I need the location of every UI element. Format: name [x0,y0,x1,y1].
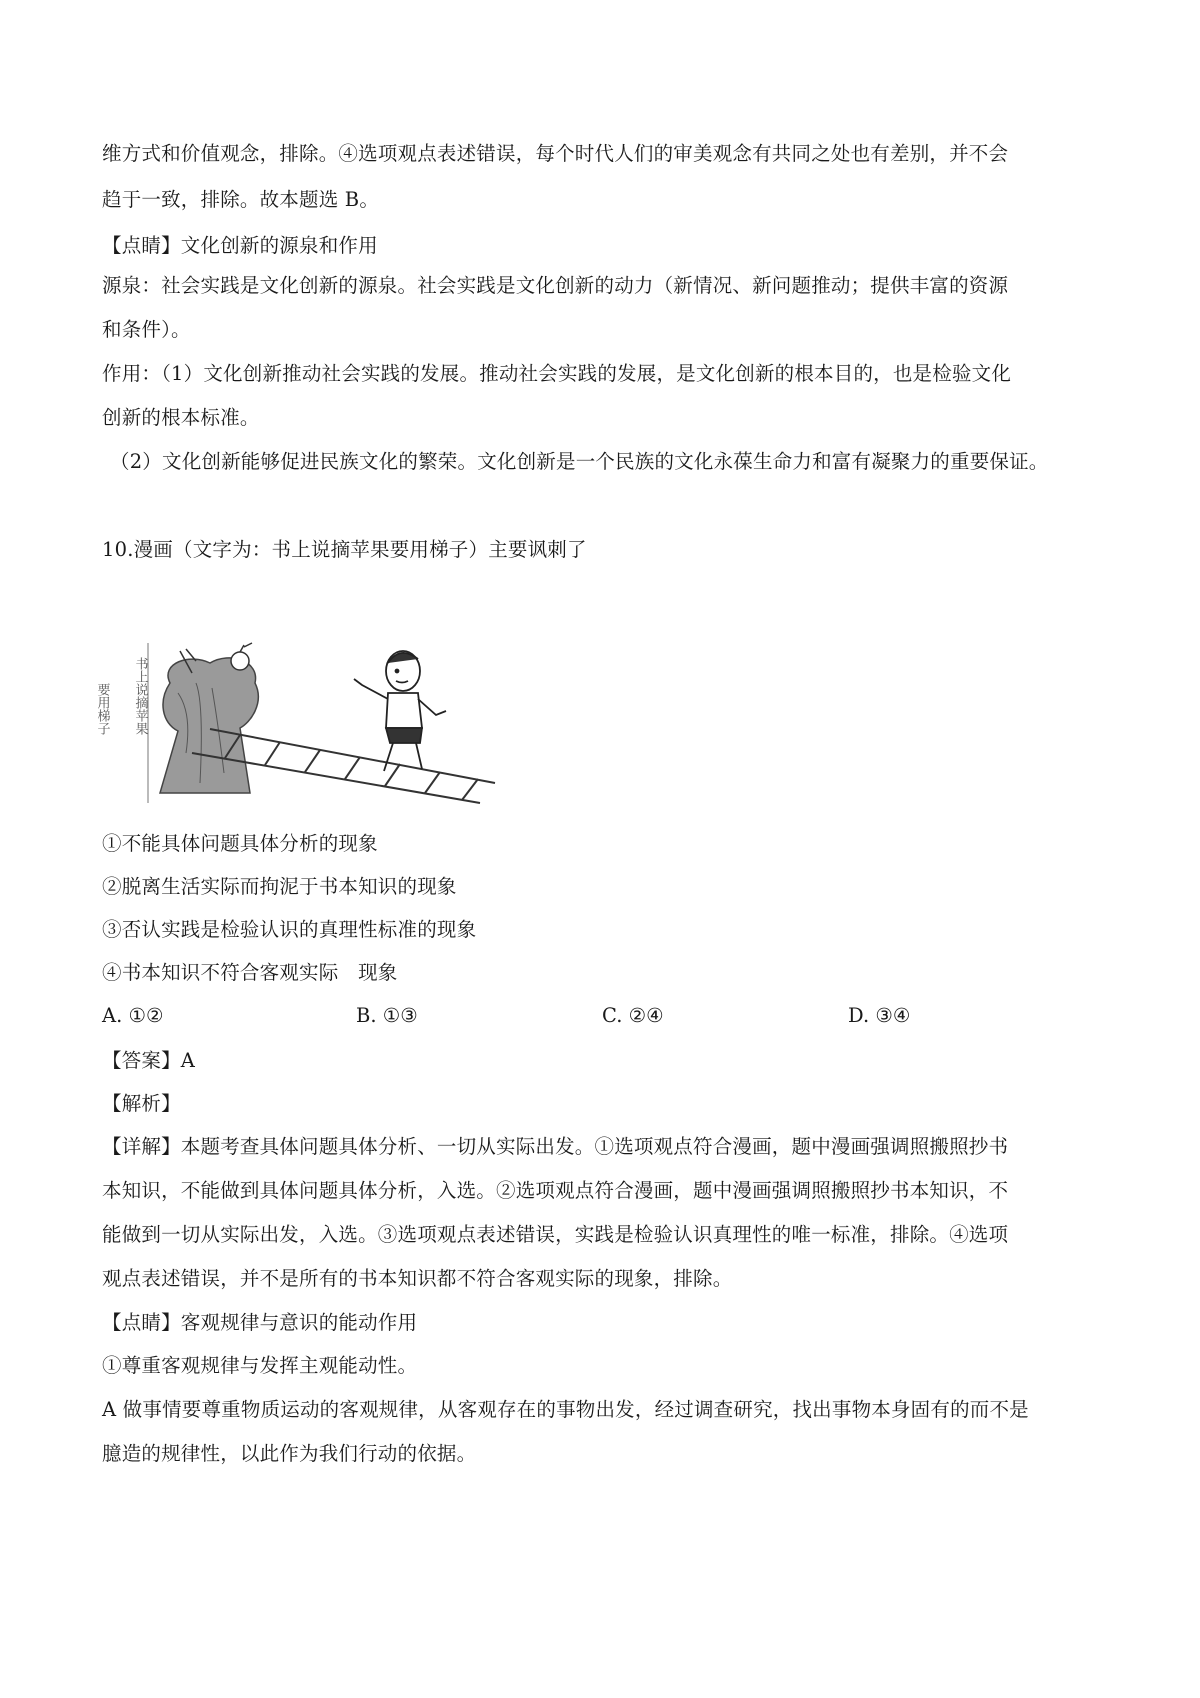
answer-line: 【答案】A [102,1049,196,1072]
man-shirt [386,693,422,728]
ladder-rung [385,764,400,786]
statement-2: ②脱离生活实际而拘泥于书本知识的现象 [102,875,457,898]
man-left-arm [354,679,388,699]
prev-effect-line-1: 作用：（1）文化创新推动社会实践的发展。推动社会实践的发展，是文化创新的根本目的，也是检验文化 [102,362,1012,385]
caption-column-right: 书上说摘苹果 [132,657,148,735]
ladder-rung [462,779,478,800]
caption-column-left: 要用梯子 [94,683,110,735]
analysis-title: 【解析】 [102,1092,181,1115]
cartoon-illustration [94,643,540,813]
cartoon-caption-text [95,656,149,735]
man-legs [384,743,422,771]
detail-line-1: 【详解】本题考查具体问题具体分析、一切从实际出发。①选项观点符合漫画，题中漫画强调照搬照抄书 [102,1135,1009,1158]
question-stem: 10.漫画（文字为：书上说摘苹果要用梯子）主要讽刺了 [102,538,587,561]
apple-tree [160,658,258,793]
statement-4: ④书本知识不符合客观实际 现象 [102,961,398,984]
option-a: A. ①② [102,1004,164,1027]
cartoon-image [94,643,540,813]
man-shorts [386,728,422,743]
dianjing-point-1: ①尊重客观规律与发挥主观能动性。 [102,1354,418,1377]
prev-explanation-line-1: 维方式和价值观念，排除。④选项观点表述错误，每个时代人们的审美观念有共同之处也有差别，并不会 [102,142,1009,165]
ladder-rung [305,750,320,772]
detail-line-2: 本知识，不能做到具体问题具体分析，入选。②选项观点符合漫画，题中漫画强调照搬照抄书本知识，不 [102,1179,1009,1202]
ladder-rung [425,772,440,793]
statement-3: ③否认实践是检验认识的真理性标准的现象 [102,918,477,941]
dianjing-point-a-line-2: 臆造的规律性，以此作为我们行动的依据。 [102,1442,477,1465]
detail-line-3: 能做到一切从实际出发，入选。③选项观点表述错误，实践是检验认识真理性的唯一标准，排除。④选项 [102,1223,1009,1246]
ladder-rung [265,742,280,765]
option-c: C. ②④ [602,1004,664,1027]
dianjing-title: 【点睛】客观规律与意识的能动作用 [102,1311,418,1334]
prev-explanation-line-2: 趋于一致，排除。故本题选 B。 [102,188,380,211]
apple [231,652,249,670]
option-b: B. ①③ [356,1004,418,1027]
ladder-rail-top [210,729,495,783]
option-d: D. ③④ [848,1004,911,1027]
man-right-arm [418,699,446,715]
statement-1: ①不能具体问题具体分析的现象 [102,832,378,855]
dianjing-point-a-line-1: A 做事情要尊重物质运动的客观规律，从客观存在的事物出发，经过调查研究，找出事物本身固有的而不是 [102,1398,1029,1421]
detail-line-4: 观点表述错误，并不是所有的书本知识都不符合客观实际的现象，排除。 [102,1267,733,1290]
ladder-rung [345,757,360,779]
prev-source-line-1: 源泉：社会实践是文化创新的源泉。社会实践是文化创新的动力（新情况、新问题推动；提供丰富的资源 [102,274,1009,297]
prev-effect-line-2: 创新的根本标准。 [102,406,260,429]
man-eye [396,670,399,673]
cartoon-man [354,651,446,771]
prev-effect-line-3: （2）文化创新能够促进民族文化的繁荣。文化创新是一个民族的文化永葆生命力和富有凝聚力的重要保证。 [110,450,1049,473]
prev-source-line-2: 和条件）。 [102,318,191,341]
prev-dianjing-title: 【点睛】文化创新的源泉和作用 [102,234,378,257]
apple-stem [240,643,252,652]
